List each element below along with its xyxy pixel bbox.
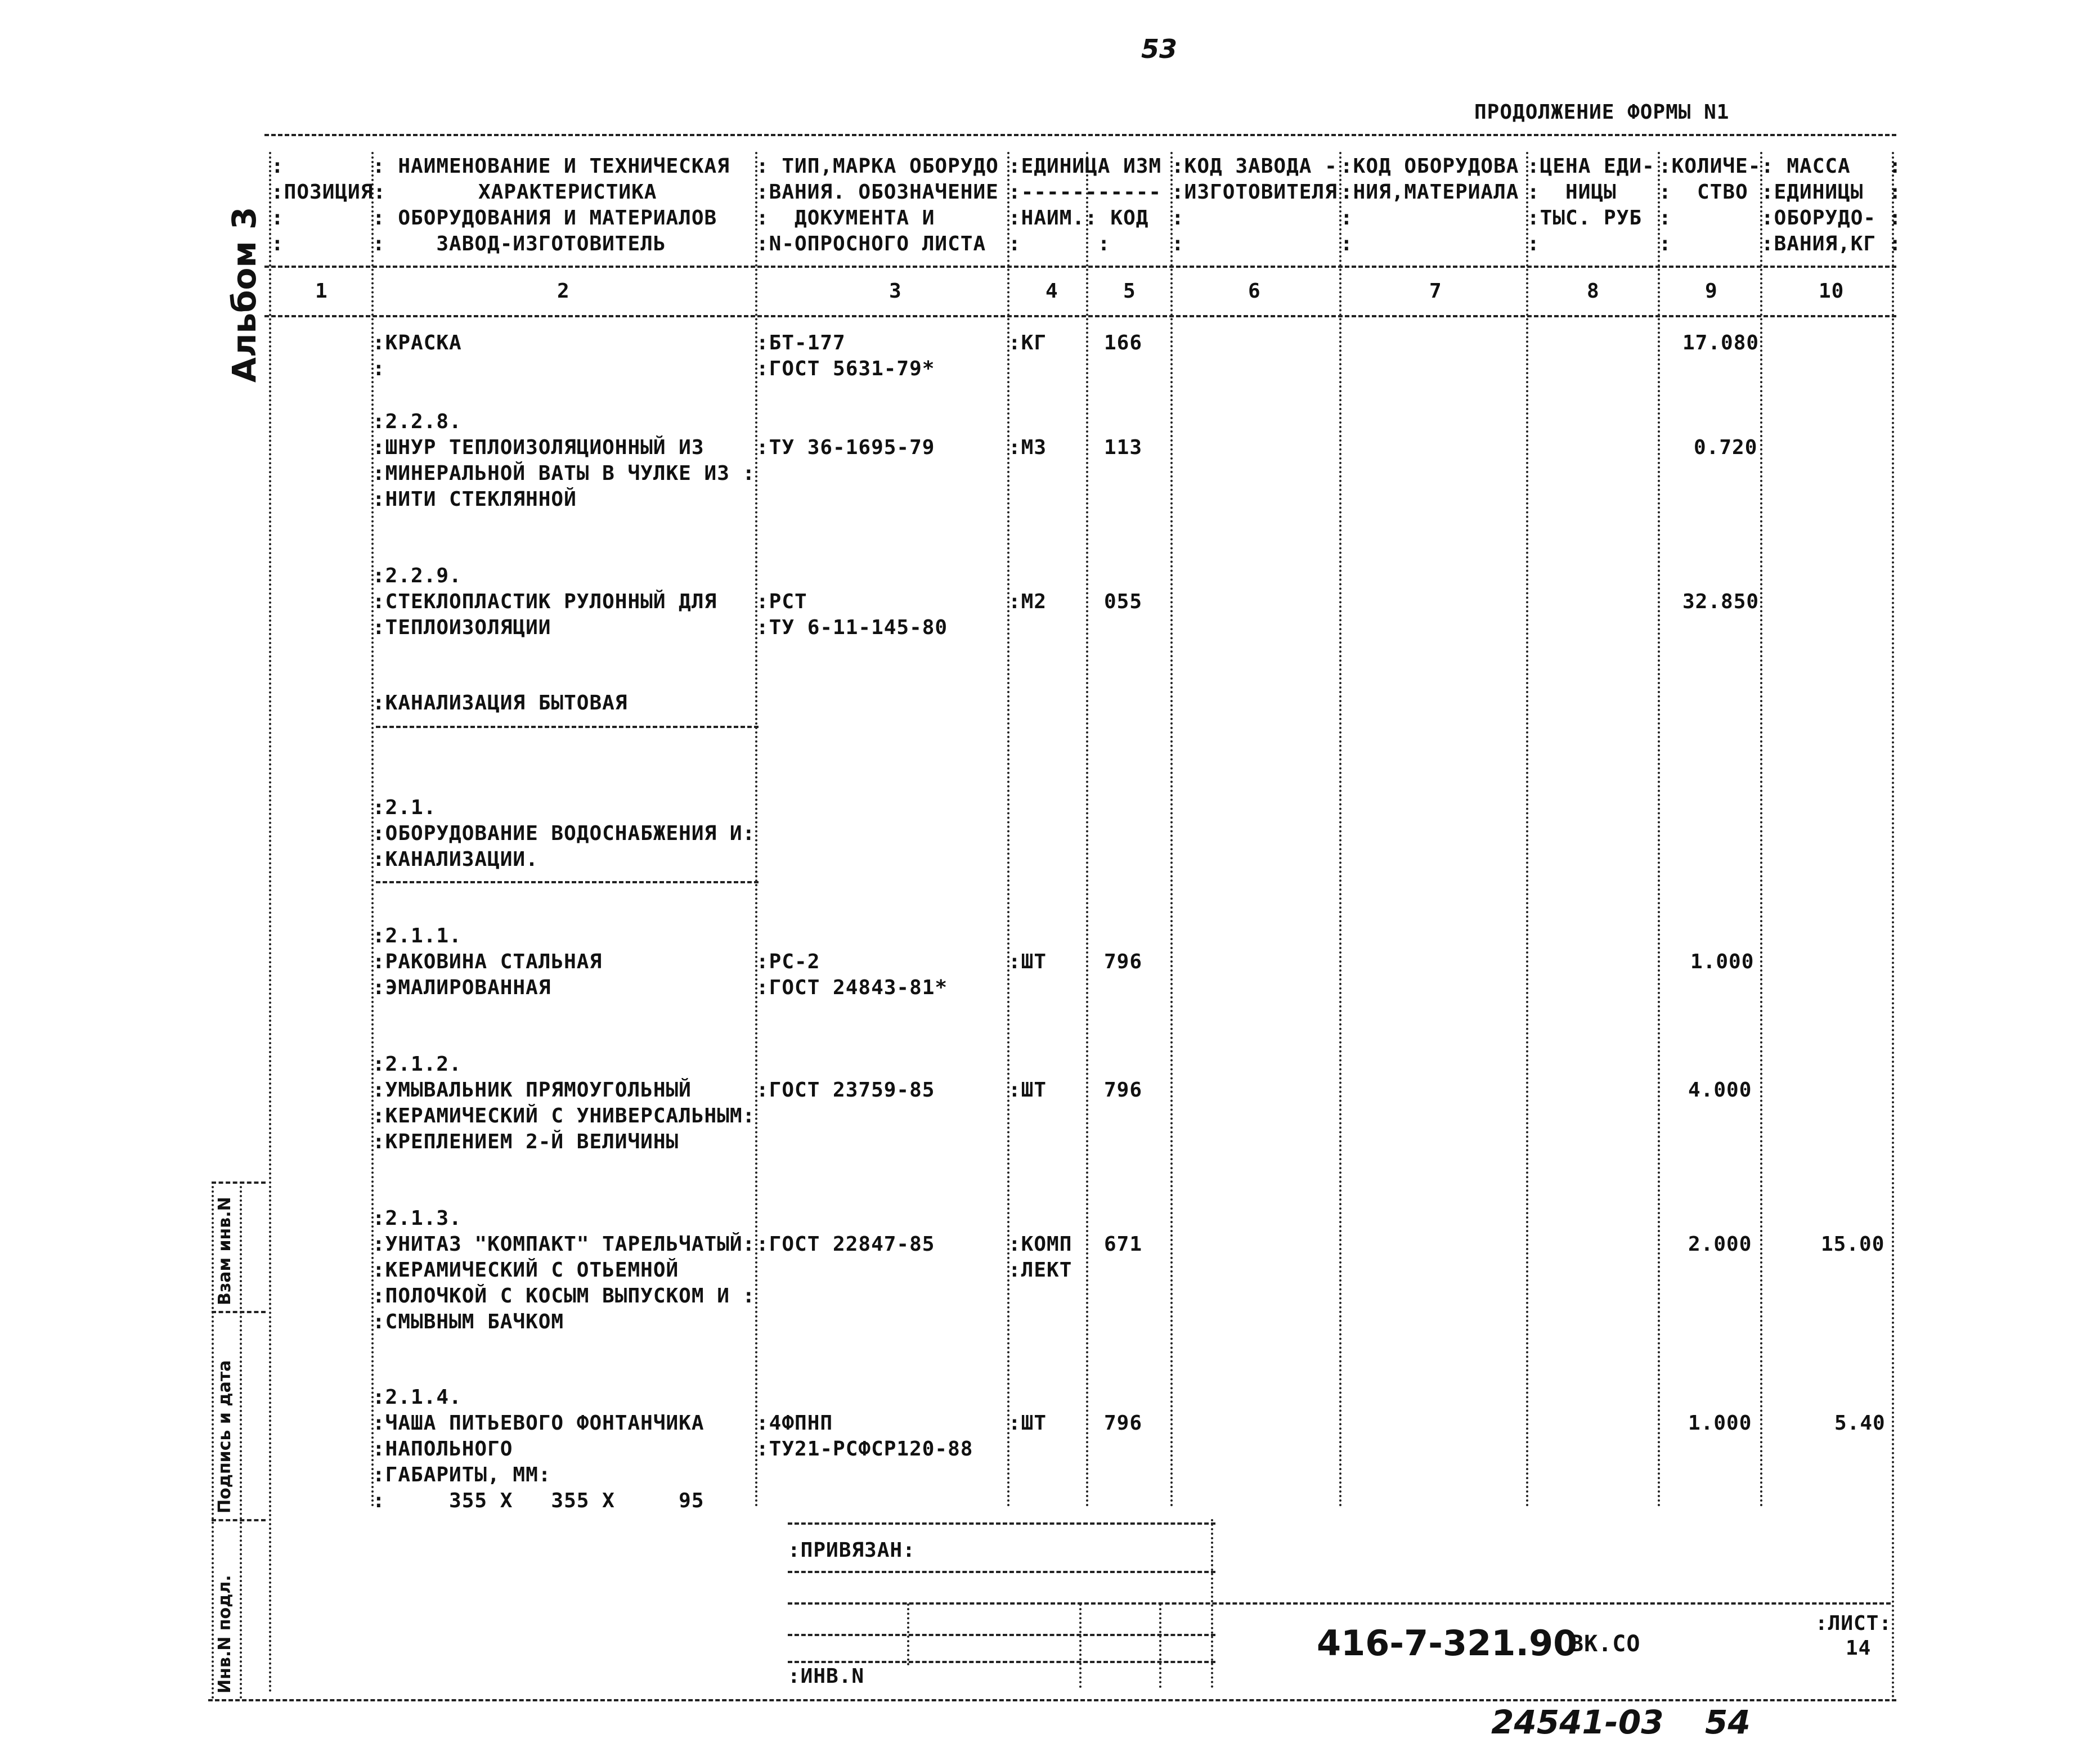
header-c2-l3: : ОБОРУДОВАНИЯ И МАТЕРИАЛОВ — [373, 206, 717, 230]
row-doc: :РС-2 — [756, 950, 820, 973]
side-stamp-rule — [212, 1182, 266, 1184]
header-c10-l4: :ВАНИЯ,КГ : — [1761, 232, 1902, 255]
row-code: 166 — [1104, 331, 1143, 354]
header-c1-l4: : — [271, 232, 284, 255]
header-c3-l4: :N-ОПРОСНОГО ЛИСТА — [756, 232, 986, 255]
sheet-number: 14 — [1846, 1637, 1872, 1660]
row-pos: :2.1.3. — [373, 1207, 462, 1230]
stamp-rule — [788, 1661, 1215, 1663]
side-stamp-border — [240, 1182, 242, 1699]
side-label-vzam: Взам инв.N — [215, 1197, 235, 1305]
side-stamp-rule — [212, 1519, 266, 1521]
header-c7-l3: : — [1340, 206, 1353, 230]
row-doc: :ГОСТ 23759-85 — [756, 1079, 935, 1102]
header-c9-l3: : — [1659, 206, 1672, 230]
row-doc: :ГОСТ 24843-81* — [756, 976, 948, 999]
row-qty: 4.000 — [1688, 1079, 1752, 1102]
col-sep — [1760, 152, 1762, 1508]
header-c9-l4: : — [1659, 232, 1672, 255]
col-sep — [1007, 152, 1009, 1508]
row-unit: :М3 — [1008, 436, 1047, 459]
row-unit: :КОМП — [1008, 1233, 1073, 1256]
col-sep — [1526, 152, 1528, 1508]
table-top-rule — [264, 134, 1896, 136]
row-name: :ТЕПЛОИЗОЛЯЦИИ — [373, 616, 551, 639]
header-c8-l2: : НИЦЫ — [1527, 181, 1617, 204]
header-c10-l3: :ОБОРУДО- : — [1761, 206, 1902, 230]
header-c8-l3: :ТЫС. РУБ — [1527, 206, 1643, 230]
row-pos: :2.1. — [373, 796, 437, 819]
section-title: :КАНАЛИЗАЦИИ. — [373, 848, 539, 871]
row-doc: :ТУ 6-11-145-80 — [756, 616, 948, 639]
col-sep — [1086, 152, 1088, 1508]
sheet-label: :ЛИСТ: — [1815, 1612, 1892, 1635]
row-pos: :2.2.9. — [373, 564, 462, 587]
header-c7-l1: :КОД ОБОРУДОВА — [1340, 155, 1519, 178]
row-doc: :ГОСТ 5631-79* — [756, 357, 935, 380]
header-c2-l1: : НАИМЕНОВАНИЕ И ТЕХНИЧЕСКАЯ — [373, 155, 730, 178]
row-doc: :4ФПНП — [756, 1412, 833, 1435]
colnum: 3 — [889, 280, 902, 303]
stamp-sep — [1159, 1603, 1161, 1688]
colnum: 2 — [557, 280, 570, 303]
row-name: :НАПОЛЬНОГО — [373, 1437, 513, 1461]
continuation-title: ПРОДОЛЖЕНИЕ ФОРМЫ N1 — [1474, 101, 1730, 124]
row-unit: :КГ — [1008, 331, 1047, 354]
header-c3-l3: : ДОКУМЕНТА И — [756, 206, 935, 230]
colnum: 4 — [1045, 280, 1058, 303]
row-name: :НИТИ СТЕКЛЯННОЙ — [373, 488, 577, 511]
colnum: 6 — [1248, 280, 1261, 303]
header-c6-l2: :ИЗГОТОВИТЕЛЯ — [1172, 181, 1338, 204]
row-qty: 17.080 — [1682, 331, 1760, 354]
colnum: 9 — [1705, 280, 1718, 303]
row-name: :КЕРАМИЧЕСКИЙ С ОТЬЕМНОЙ — [373, 1259, 679, 1282]
col-sep — [1170, 152, 1173, 1508]
row-code: 796 — [1104, 950, 1143, 973]
header-c2-l2: ХАРАКТЕРИСТИКА — [478, 181, 657, 204]
row-doc: :ГОСТ 22847-85 — [756, 1233, 935, 1256]
header-c45-l4: : : — [1008, 232, 1111, 255]
row-name: :МИНЕРАЛЬНОЙ ВАТЫ В ЧУЛКЕ ИЗ : — [373, 462, 756, 485]
row-name: :РАКОВИНА СТАЛЬНАЯ — [373, 950, 603, 973]
col-sep — [269, 152, 271, 1693]
header-c9-l2: : СТВО — [1659, 181, 1748, 204]
stamp-sep — [907, 1603, 909, 1665]
row-unit: :ШТ — [1008, 1079, 1047, 1102]
stamp-rule — [788, 1571, 1215, 1573]
row-unit: :ШТ — [1008, 950, 1047, 973]
stamp-rule — [788, 1634, 1215, 1636]
row-unit: :ШТ — [1008, 1412, 1047, 1435]
row-pos: :2.1.2. — [373, 1053, 462, 1076]
row-qty: 0.720 — [1694, 436, 1758, 459]
row-code: 796 — [1104, 1412, 1143, 1435]
header-c8-l1: :ЦЕНА ЕДИ- — [1527, 155, 1655, 178]
row-code: 671 — [1104, 1233, 1143, 1256]
stamp-sep — [1211, 1519, 1213, 1688]
row-mass: 15.00 — [1821, 1233, 1885, 1256]
section-underline — [376, 881, 759, 883]
header-c7-l4: : — [1340, 232, 1353, 255]
col-sep — [1339, 152, 1341, 1508]
row-unit: :ЛЕКТ — [1008, 1259, 1073, 1282]
row-pos: :2.2.8. — [373, 410, 462, 433]
row-doc: :БТ-177 — [756, 331, 846, 354]
section-title: :ОБОРУДОВАНИЕ ВОДОСНАБЖЕНИЯ И: — [373, 822, 756, 845]
privyazan-label: :ПРИВЯЗАН: — [788, 1539, 916, 1562]
document-suffix: ВК.СО — [1570, 1631, 1641, 1657]
row-doc: :ТУ21-РСФСР120-88 — [756, 1437, 973, 1461]
row-name: : 355 Х 355 Х 95 — [373, 1489, 705, 1512]
row-name: :ГАБАРИТЫ, ММ: — [373, 1463, 551, 1486]
row-name: :КРЕПЛЕНИЕМ 2-Й ВЕЛИЧИНЫ — [373, 1130, 679, 1153]
header-c2-l4: : ЗАВОД-ИЗГОТОВИТЕЛЬ — [373, 232, 666, 255]
header-c10-l2: :ЕДИНИЦЫ : — [1761, 181, 1902, 204]
row-name: :ШНУР ТЕПЛОИЗОЛЯЦИОННЫЙ ИЗ — [373, 436, 705, 459]
header-c7-l2: :НИЯ,МАТЕРИАЛА — [1340, 181, 1519, 204]
row-name: :ЧАША ПИТЬЕВОГО ФОНТАНЧИКА — [373, 1412, 705, 1435]
row-doc: :ТУ 36-1695-79 — [756, 436, 935, 459]
col-sep — [1658, 152, 1660, 1508]
row-unit: :М2 — [1008, 590, 1047, 613]
row-name: : — [373, 357, 385, 380]
colnum: 1 — [315, 280, 328, 303]
row-name: :КЕРАМИЧЕСКИЙ С УНИВЕРСАЛЬНЫМ: — [373, 1104, 756, 1127]
inv-label: :ИНВ.N — [788, 1665, 865, 1688]
col-sep — [1892, 152, 1894, 1699]
header-c1-l3: : — [271, 206, 284, 230]
header-c3-l2: :ВАНИЯ. ОБОЗНАЧЕНИЕ — [756, 181, 999, 204]
side-label-podpis: Подпись и дата — [215, 1360, 235, 1513]
row-doc: :РСТ — [756, 590, 807, 613]
row-code: 796 — [1104, 1079, 1143, 1102]
stamp-rule — [788, 1522, 1215, 1525]
header-bottom-rule — [264, 266, 1896, 268]
row-name: :СТЕКЛОПЛАСТИК РУЛОННЫЙ ДЛЯ — [373, 590, 717, 613]
header-c45-l2: :----------- — [1008, 181, 1162, 204]
row-name: :ПОЛОЧКОЙ С КОСЫМ ВЫПУСКОМ И : — [373, 1284, 756, 1308]
row-qty: 1.000 — [1690, 950, 1755, 973]
row-code: 113 — [1104, 436, 1143, 459]
bottom-number: 24541-03 — [1491, 1703, 1664, 1741]
table-bottom-rule — [208, 1699, 1896, 1701]
side-stamp-border — [212, 1182, 214, 1699]
header-c1-l1: : — [271, 155, 284, 178]
header-c9-l1: :КОЛИЧЕ- — [1659, 155, 1761, 178]
header-c8-l4: : — [1527, 232, 1540, 255]
header-c6-l1: :КОД ЗАВОДА - — [1172, 155, 1338, 178]
header-c1-l2: :ПОЗИЦИЯ: — [271, 181, 387, 204]
row-name: :КРАСКА — [373, 331, 462, 354]
colnum: 7 — [1429, 280, 1442, 303]
stamp-sep — [1079, 1603, 1082, 1688]
header-c6-l3: : — [1172, 206, 1184, 230]
side-label-inv: Инв.N подл. — [215, 1575, 235, 1693]
colnum: 5 — [1123, 280, 1136, 303]
section-title: :КАНАЛИЗАЦИЯ БЫТОВАЯ — [373, 691, 628, 715]
row-name: :УНИТАЗ "КОМПАКТ" ТАРЕЛЬЧАТЫЙ: — [373, 1233, 756, 1256]
stamp-rule — [788, 1602, 1891, 1605]
row-qty: 1.000 — [1688, 1412, 1752, 1435]
colnum: 10 — [1819, 280, 1845, 303]
colnum: 8 — [1587, 280, 1600, 303]
row-mass: 5.40 — [1834, 1412, 1886, 1435]
header-c45-l1: :ЕДИНИЦА ИЗМ — [1008, 155, 1162, 178]
row-name: :УМЫВАЛЬНИК ПРЯМОУГОЛЬНЫЙ — [373, 1079, 692, 1102]
column-numbers-rule — [264, 315, 1896, 317]
col-sep — [755, 152, 757, 1508]
section-underline — [376, 726, 759, 728]
row-name: :СМЫВНЫМ БАЧКОМ — [373, 1310, 564, 1333]
album-label: Альбом 3 — [225, 206, 263, 383]
header-c45-l3: :НАИМ.: КОД — [1008, 206, 1149, 230]
side-stamp-rule — [212, 1311, 266, 1313]
header-c6-l4: : — [1172, 232, 1184, 255]
bottom-page: 54 — [1705, 1703, 1751, 1741]
page-number: 53 — [1141, 34, 1178, 64]
row-pos: :2.1.1. — [373, 924, 462, 947]
row-code: 055 — [1104, 590, 1143, 613]
row-qty: 2.000 — [1688, 1233, 1752, 1256]
row-qty: 32.850 — [1682, 590, 1760, 613]
row-name: :ЭМАЛИРОВАННАЯ — [373, 976, 551, 999]
header-c10-l1: : МАССА : — [1761, 155, 1902, 178]
header-c3-l1: : ТИП,МАРКА ОБОРУДО — [756, 155, 999, 178]
row-pos: :2.1.4. — [373, 1386, 462, 1409]
document-code: 416-7-321.90 — [1317, 1623, 1578, 1664]
